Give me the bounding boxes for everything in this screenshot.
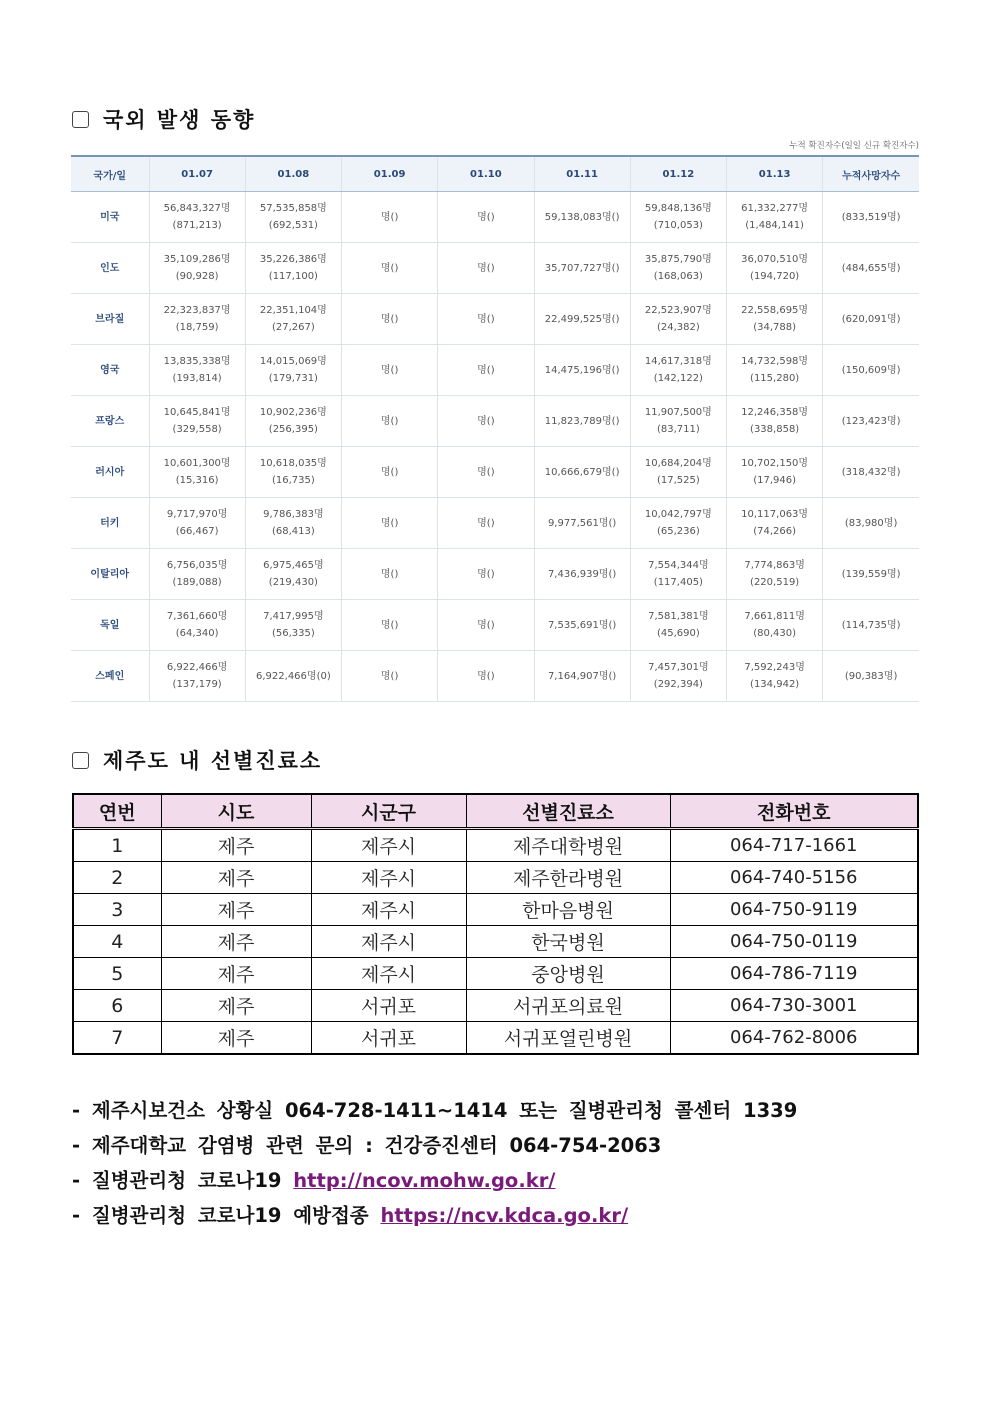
cases-cell [149,396,245,447]
table-row [71,243,919,294]
cases-cell [245,651,341,702]
cases-cell [534,243,630,294]
cumulative-value: 명() [477,364,495,376]
header-date: 01.10 [438,156,534,192]
cumulative-value: (90,383명) [844,670,898,682]
cases-cell [342,447,438,498]
cases-cell [245,549,341,600]
cumulative-value: 61,332,277명 [741,203,809,214]
table-row [73,1022,918,1055]
daily-new-value: (710,053) [653,220,703,231]
cumulative-value: 35,707,727명() [544,262,620,274]
cumulative-value: 명() [380,211,399,223]
cases-cell [727,651,823,702]
cumulative-value: (620,091명) [841,313,901,325]
table-row [73,829,918,862]
cumulative-value: 명() [380,262,399,274]
cases-cell [534,498,630,549]
cases-cell [727,600,823,651]
header-phone: 전화번호 [670,794,918,829]
cases-cell [342,192,438,243]
table-row [71,345,919,396]
daily-new-value: (194,720) [750,271,800,282]
daily-new-value: (16,735) [271,475,315,486]
header-date: 01.07 [149,156,245,192]
cases-cell [534,396,630,447]
cumulative-value: 10,902,236명 [259,407,327,418]
cumulative-value: (318,432명) [841,466,901,478]
daily-new-value: (219,430) [268,577,318,588]
header-date: 01.09 [342,156,438,192]
cumulative-value: 14,475,196명() [544,364,620,376]
cases-cell [438,396,534,447]
header-date: 01.08 [245,156,341,192]
clinic-name: 서귀포열린병원 [466,1022,670,1055]
daily-new-value: (27,267) [271,322,315,333]
table-row [71,498,919,549]
kdca-covid-link[interactable]: http://ncov.mohw.go.kr/ [293,1169,556,1192]
country-name: 터키 [71,498,149,549]
cases-cell [727,498,823,549]
daily-new-value: (142,122) [653,373,703,384]
phone-number: 064-717-1661 [670,829,918,862]
daily-new-value: (45,690) [656,628,700,639]
cases-cell [342,396,438,447]
cumulative-value: 14,015,069명 [259,356,327,367]
daily-new-value: (871,213) [172,220,222,231]
header-date: 01.11 [534,156,630,192]
cumulative-value: 9,977,561명() [547,517,617,529]
table-header-row [73,794,918,829]
cumulative-value: 명() [380,313,399,325]
province: 제주 [161,894,311,926]
cumulative-value: 22,558,695명 [741,305,809,316]
cases-cell [630,651,726,702]
cumulative-value: 10,666,679명() [544,466,620,478]
clinic-name: 한마음병원 [466,894,670,926]
deaths-cell [823,549,919,600]
daily-new-value: (220,519) [750,577,800,588]
deaths-cell [823,498,919,549]
daily-new-value: (338,858) [750,424,800,435]
province: 제주 [161,926,311,958]
cumulative-value: 명() [477,619,495,631]
daily-new-value: (17,946) [753,475,797,486]
cumulative-value: 13,835,338명 [163,356,231,367]
country-name: 스페인 [71,651,149,702]
cumulative-value: 22,351,104명 [259,305,327,316]
row-number: 7 [73,1022,161,1055]
cases-cell [630,600,726,651]
row-number: 5 [73,958,161,990]
cumulative-value: 22,499,525명() [544,313,620,325]
table-row [73,894,918,926]
daily-new-value: (256,395) [268,424,318,435]
table-row [73,926,918,958]
cases-cell [630,549,726,600]
city: 서귀포 [311,1022,466,1055]
daily-new-value: (74,266) [753,526,797,537]
deaths-cell [823,243,919,294]
contact-line-vaccination: - 질병관리청 코로나19 예방접종 https://ncv.kdca.go.kr/ [72,1204,629,1227]
cumulative-value: 명() [477,517,495,529]
checkbox-square-icon [72,752,89,769]
cumulative-value: 35,109,286명 [163,254,231,265]
cases-cell [630,345,726,396]
cases-cell [245,243,341,294]
province: 제주 [161,990,311,1022]
city: 제주시 [311,926,466,958]
cases-cell [438,243,534,294]
cases-cell [534,651,630,702]
row-number: 2 [73,862,161,894]
cumulative-value: (139,559명) [841,568,901,580]
cases-cell [534,600,630,651]
daily-new-value: (80,430) [753,628,797,639]
cases-cell [245,498,341,549]
cumulative-value: 명() [380,568,399,580]
country-name: 러시아 [71,447,149,498]
cases-cell [245,447,341,498]
cases-cell [630,192,726,243]
overseas-title-text: 국외 발생 동향 [103,108,256,132]
daily-new-value: (34,788) [753,322,797,333]
daily-new-value: (117,100) [268,271,318,282]
cumulative-value: (150,609명) [841,364,901,376]
header-clinic: 선별진료소 [466,794,670,829]
checkbox-square-icon [72,111,89,128]
vaccination-link[interactable]: https://ncv.kdca.go.kr/ [380,1204,629,1227]
cases-cell [149,243,245,294]
daily-new-value: (134,942) [750,679,800,690]
cases-cell [245,345,341,396]
clinic-name: 제주한라병원 [466,862,670,894]
cases-cell [342,243,438,294]
daily-new-value: (24,382) [656,322,700,333]
table-row [71,192,919,243]
cumulative-value: 35,875,790명 [644,254,712,265]
header-deaths: 누적사망자수 [823,156,919,192]
daily-new-value: (292,394) [653,679,703,690]
daily-new-value: (15,316) [175,475,219,486]
city: 제주시 [311,829,466,862]
cumulative-value: 11,823,789명() [544,415,620,427]
daily-new-value: (179,731) [268,373,318,384]
cases-cell [727,243,823,294]
cases-cell [245,600,341,651]
cumulative-value: 7,164,907명() [547,670,617,682]
cumulative-value: 7,457,301명 [648,662,709,673]
cumulative-value: 22,323,837명 [163,305,231,316]
cumulative-value: 36,070,510명 [741,254,809,265]
cases-cell [149,600,245,651]
screening-clinic-table [72,793,919,1055]
section-title-overseas [72,104,255,134]
table-row [71,600,919,651]
clinic-name: 서귀포의료원 [466,990,670,1022]
cases-cell [149,651,245,702]
cumulative-value: 명() [477,211,495,223]
daily-new-value: (1,484,141) [745,220,804,231]
cumulative-value: (114,735명) [841,619,901,631]
cumulative-value: 10,684,204명 [644,458,712,469]
cumulative-value: (83,980명) [844,517,898,529]
cumulative-value: 59,138,083명() [544,211,620,223]
daily-new-value: (18,759) [175,322,219,333]
cases-cell [149,498,245,549]
daily-new-value: (329,558) [172,424,222,435]
cases-cell [149,294,245,345]
phone-number: 064-762-8006 [670,1022,918,1055]
cumulative-value: 6,756,035명 [166,560,228,571]
daily-new-value: (193,814) [172,373,222,384]
cumulative-value: 10,618,035명 [259,458,327,469]
cases-cell [534,345,630,396]
cases-cell [438,549,534,600]
cases-cell [342,651,438,702]
cumulative-value: 35,226,386명 [259,254,327,265]
cases-cell [438,345,534,396]
cases-cell [630,243,726,294]
cumulative-value: 7,436,939명() [547,568,617,580]
country-name: 독일 [71,600,149,651]
contact-info [72,1093,797,1233]
table-row [73,990,918,1022]
cumulative-value: 명() [380,517,399,529]
row-number: 1 [73,829,161,862]
cumulative-value: 명() [380,619,399,631]
clinic-name: 제주대학병원 [466,829,670,862]
cumulative-value: (833,519명) [841,211,901,223]
cumulative-value: 명() [477,670,495,682]
daily-new-value: (83,711) [656,424,700,435]
cases-cell [438,600,534,651]
cases-cell [438,498,534,549]
cumulative-value: 10,601,300명 [163,458,231,469]
deaths-cell [823,345,919,396]
phone-number: 064-786-7119 [670,958,918,990]
city: 서귀포 [311,990,466,1022]
daily-new-value: (115,280) [750,373,800,384]
header-date: 01.13 [727,156,823,192]
cumulative-value: 명() [380,670,399,682]
daily-new-value: (68,413) [271,526,315,537]
phone-number: 064-750-9119 [670,894,918,926]
deaths-cell [823,600,919,651]
cases-cell [727,549,823,600]
row-number: 6 [73,990,161,1022]
cumulative-value: 10,645,841명 [163,407,231,418]
cumulative-value: 9,786,383명 [263,509,324,520]
cumulative-value: 7,661,811명 [744,611,805,622]
cumulative-value: 명() [477,262,495,274]
cases-cell [245,294,341,345]
phone-number: 064-740-5156 [670,862,918,894]
cases-cell [727,396,823,447]
country-name: 브라질 [71,294,149,345]
cumulative-value: 7,361,660명 [166,611,228,622]
daily-new-value: (189,088) [172,577,222,588]
cumulative-value: 12,246,358명 [741,407,809,418]
country-name: 인도 [71,243,149,294]
cases-cell [342,549,438,600]
cumulative-value: 57,535,858명 [259,203,327,214]
cumulative-value: 명() [477,415,495,427]
cases-cell [630,396,726,447]
cases-cell [534,549,630,600]
daily-new-value: (692,531) [268,220,318,231]
daily-new-value: (64,340) [175,628,219,639]
cases-cell [438,651,534,702]
contact-line-health-center: - 제주시보건소 상황실 064-728-1411~1414 또는 질병관리청 콜센터 1339 [72,1099,798,1122]
cumulative-value: 명() [477,568,495,580]
daily-new-value: (65,236) [656,526,700,537]
cases-cell [630,294,726,345]
overseas-cases-table [71,155,919,702]
cases-cell [727,294,823,345]
header-province: 시도 [161,794,311,829]
cases-cell [149,549,245,600]
cumulative-value: 14,732,598명 [741,356,809,367]
contact-line-kdca: - 질병관리청 코로나19 http://ncov.mohw.go.kr/ [72,1169,556,1192]
table-row [71,447,919,498]
cases-cell [342,498,438,549]
cases-cell [630,447,726,498]
cases-cell [534,294,630,345]
cumulative-value: 7,535,691명() [547,619,617,631]
cumulative-value: 명() [380,415,399,427]
deaths-cell [823,447,919,498]
cases-cell [438,192,534,243]
cumulative-value: 14,617,318명 [644,356,712,367]
clinic-title-text: 제주도 내 선별진료소 [103,749,323,773]
cumulative-value: 7,581,381명 [648,611,709,622]
cumulative-value: 9,717,970명 [166,509,228,520]
daily-new-value: (117,405) [653,577,703,588]
daily-new-value: (56,335) [271,628,315,639]
daily-new-value: (137,179) [172,679,222,690]
table-row [71,549,919,600]
cumulative-value: 10,042,797명 [644,509,712,520]
city: 제주시 [311,862,466,894]
province: 제주 [161,862,311,894]
cases-cell [245,192,341,243]
cases-cell [149,192,245,243]
header-city: 시군구 [311,794,466,829]
cases-cell [438,294,534,345]
contact-line-university: - 제주대학교 감염병 관련 문의 : 건강증진센터 064-754-2063 [72,1134,662,1157]
cases-cell [534,192,630,243]
table-row [71,294,919,345]
cumulative-value: 7,554,344명 [648,560,709,571]
daily-new-value: (90,928) [175,271,219,282]
cases-cell [630,498,726,549]
daily-new-value: (17,525) [656,475,700,486]
header-country: 국가/일 [71,156,149,192]
cumulative-value: 명() [477,466,495,478]
cumulative-value: (484,655명) [841,262,901,274]
cases-cell [342,294,438,345]
deaths-cell [823,294,919,345]
header-date: 01.12 [630,156,726,192]
cumulative-value: 10,702,150명 [741,458,809,469]
row-number: 3 [73,894,161,926]
cases-cell [727,192,823,243]
cases-cell [342,600,438,651]
cases-cell [727,345,823,396]
cumulative-value: 22,523,907명 [644,305,712,316]
city: 제주시 [311,958,466,990]
cumulative-value: 11,907,500명 [644,407,712,418]
cumulative-value: 10,117,063명 [741,509,809,520]
daily-new-value: (168,063) [653,271,703,282]
deaths-cell [823,396,919,447]
country-name: 영국 [71,345,149,396]
province: 제주 [161,1022,311,1055]
cases-cell [149,447,245,498]
clinic-name: 한국병원 [466,926,670,958]
row-number: 4 [73,926,161,958]
country-name: 미국 [71,192,149,243]
country-name: 프랑스 [71,396,149,447]
table-row [73,862,918,894]
cumulative-value: 명() [380,364,399,376]
cumulative-value: (123,423명) [841,415,901,427]
cases-cell [534,447,630,498]
daily-new-value: (66,467) [175,526,219,537]
deaths-cell [823,192,919,243]
city: 제주시 [311,894,466,926]
clinic-name: 중앙병원 [466,958,670,990]
table-note: 누적 확진자수(일일 신규 확진자수) [789,141,919,151]
cases-cell [727,447,823,498]
table-header-row [71,156,919,192]
province: 제주 [161,958,311,990]
cases-cell [342,345,438,396]
phone-number: 064-730-3001 [670,990,918,1022]
cumulative-value: 6,922,466명(0) [256,670,331,682]
cases-cell [245,396,341,447]
cumulative-value: 56,843,327명 [163,203,231,214]
cumulative-value: 7,774,863명 [744,560,805,571]
cumulative-value: 59,848,136명 [644,203,712,214]
country-name: 이탈리아 [71,549,149,600]
cumulative-value: 6,975,465명 [263,560,324,571]
cumulative-value: 명() [477,313,495,325]
table-row [71,651,919,702]
cumulative-value: 7,417,995명 [263,611,324,622]
header-no: 연번 [73,794,161,829]
table-row [73,958,918,990]
section-title-clinics [72,745,322,775]
deaths-cell [823,651,919,702]
cases-cell [438,447,534,498]
cumulative-value: 6,922,466명 [166,662,228,673]
cumulative-value: 7,592,243명 [744,662,805,673]
phone-number: 064-750-0119 [670,926,918,958]
cases-cell [149,345,245,396]
table-row [71,396,919,447]
province: 제주 [161,829,311,862]
cumulative-value: 명() [380,466,399,478]
